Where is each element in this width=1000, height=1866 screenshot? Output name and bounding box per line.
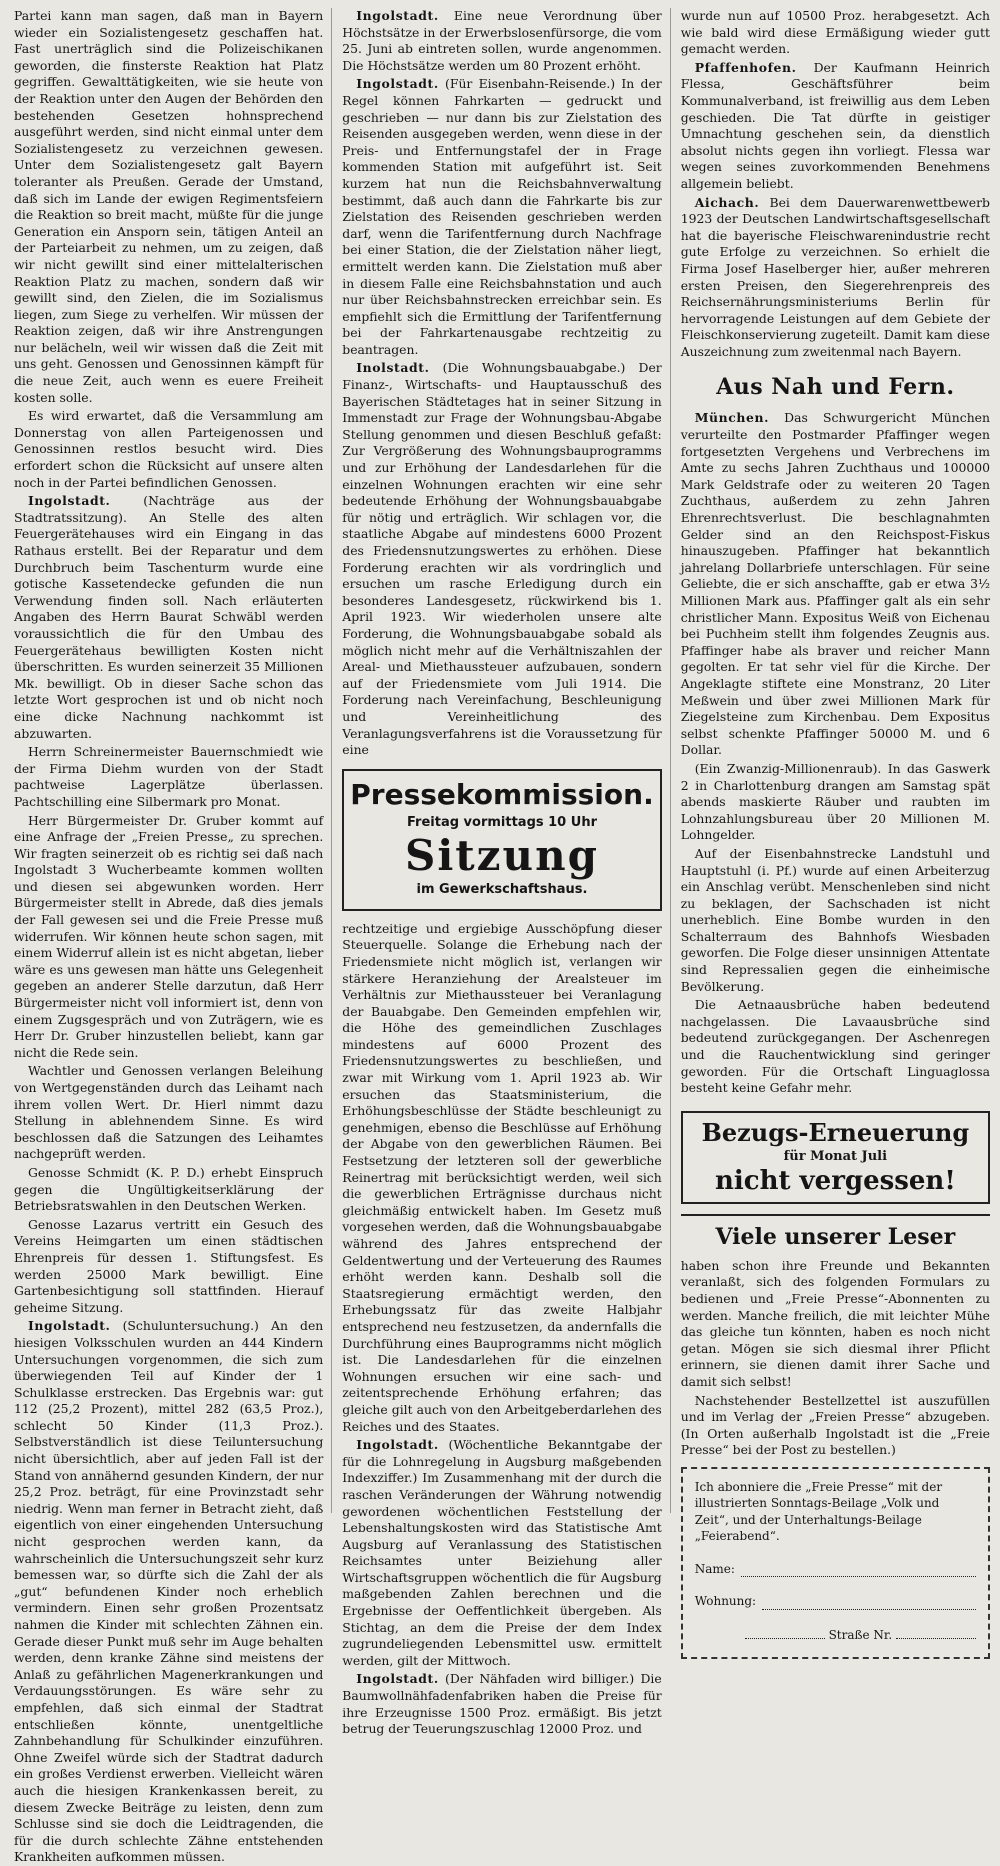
section-heading: Aus Nah und Fern. [716, 374, 955, 401]
columns [14, 8, 990, 1865]
subscription-reminder-box [681, 1111, 990, 1204]
section-heading: Viele unserer Leser [681, 1214, 990, 1250]
article-eisenbahn [342, 76, 661, 358]
article-text: (Der Nähfaden wird billiger.) Die Baumwollnähfadenfabriken haben die Preise für ihre Erzeugnisse 1500 Proz. ermäßigt. Bis jetzt betrug der Teuerungszuschlag 12000 Proz. und [342, 1671, 662, 1737]
article-text: (Nachträge aus der Stadtratssitzung). An Stelle des alten Feuergerätehauses wird ein Eingang in das Rathaus erstellt. Bei der Reparatur und dem Durchbruch beim Taschenturm wurde eine gotische Kassetendecke gefunden die nun Verwendung finden soll. Nach erläuterten Angaben des Herrn Baurat Schwäbl werden voraussichtlich die für den Umbau des Feuergerätehaus bewilligten Kosten nicht überschritten. Es wurden seinerzeit 35 Millionen Mk. bewilligt. Ob in dieser Sache schon das letzte Wort gesprochen ist und ob nicht noch eine dicke Nachnung nachkommt ist abzuwarten. [14, 493, 324, 741]
article-paragraph: Auf der Eisenbahnstrecke Landstuhl und Hauptstuhl (i. Pf.) wurde auf einen Arbeiterzug ein Anschlag verübt. Menschenleben sind nicht zu beklagen, der Sachschaden ist nicht unerheblich. Eine Bombe wurden in den Schalterraum des Bahnhofs Wiesbaden geworfen. Die Folge dieser unsinnigen Attentate sind Repressalien gegen die einheimische Bevölkerung. [680, 845, 990, 994]
article-text: (Für Eisenbahn-Reisende.) In der Regel können Fahrkarten — gedruckt und geschrieben — nur dann bis zur Zielstation des Reisenden ausgegeben werden, wenn diese in der Preis- und Entfernungstafel der in Frage kommenden Station mit aufgeführt ist. Seit kurzem hat nun die Reichsbahnverwaltung bestimmt, daß auch dann die Fahrkarte bis zur Zielstation des Reisenden geschrieben werden darf, wenn die Tarifentfernung durch Nachfrage bei einer Station, die der Zielstation näher liegt, ermittelt werden kann. Die Zielstation muß aber in diesem Falle eine Reichsbahnstation und auch nur über Reichsbahnstrecken erreichbar sein. Es empfiehlt sich die Ermittlung der Tarifentfernung bei der Fahrkartenausgabe rechtzeitig zu beantragen. [342, 76, 662, 357]
order-form [681, 1467, 990, 1660]
announcement-place: im Gewerkschaftshaus. [416, 881, 588, 897]
article-paragraph: Nachstehender Bestellzettel ist auszufüllen und im Verlag der „Freien Presse“ abzugeben. (In Orten außerhalb Ingolstadt ist die „Freie Presse“ bei der Post zu bestellen.) [680, 1392, 990, 1458]
subscription-month: für Monat Juli [783, 1148, 888, 1164]
announcement-pressekommission [342, 769, 661, 911]
form-street-row [695, 1626, 976, 1644]
article-paragraph: Partei kann man sagen, daß man in Bayern wieder ein Sozialistengesetz geschaffen hat. Fast unerträglich sind die Polizeischikanen geworden, die finsterste Reaktion hat Platz gegriffen. Gewalttätigkeiten, wie sie heute von der Reaktion unter den Augen der Behörden den bestehenden Gesetzen hohnsprechend ausgeführt werden, sind nicht einmal unter dem Sozialistengesetz zu verzeichnen gewesen. Unter dem Sozialistengesetz galt Bayern toleranter als Preußen. Gerade der Umstand, daß sich im Lande der ewigen Regimentsfeiern die Reaktion so breit macht, müßte für die junge Generation ein Ansporn sein, tätigen Anteil an der Parteiarbeit zu nehmen, um zu zeigen, daß wir nicht gewillt sind einer mittelalterischen Reaktion Platz zu machen, sondern daß wir gewillt sind, den Zielen, die im Sozialismus liegen, zum Siege zu verhelfen. Wir müssen der Reaktion zeigen, daß wir ihre Anstrengungen nur belächeln, weil wir wissen daß die Zeit mit uns geht. Genossen und Genossinnen kämpft für die neue Zeit, auch wenn es euere Freiheit kosten solle. [14, 8, 324, 405]
dateline: Inolstadt. [356, 360, 430, 376]
article-paragraph: Genosse Lazarus vertritt ein Gesuch des Vereins Heimgarten um einen städtischen Ehrenpreis für dessen 1. Stiftungsfest. Es werden 25000 Mark bewilligt. Eine Gartenbesichtigung soll stattfinden. Hierauf geheime Sitzung. [14, 1216, 324, 1315]
article-text: Bei dem Dauerwarenwettbewerb 1923 der Deutschen Landwirtschaftsgesellschaft hat die bayerische Fleischwarenindustrie recht gute Erfolge zu verzeichnen. So erhielt die Firma Josef Haselberger hier, außer mehreren ersten Preisen, den Siegerehrenpreis des Reichsernährungsministeriums Berlin für hervorragende Leistungen auf dem Gebiete der Fleischkonservierung zugeteilt. Damit kam diese Auszeichnung zum zweitenmal nach Bayern. [680, 194, 990, 359]
form-address-field[interactable] [762, 1597, 976, 1610]
article-paragraph: Es wird erwartet, daß die Versammlung am Donnerstag von allen Parteigenossen und Genossinnen restlos besucht wird. Dies erfordert schon die Rücksicht auf unsere alten noch in der Partei befindlichen Genossen. [14, 408, 324, 490]
order-form-text: Ich abonniere die „Freie Presse“ mit der illustrierten Sonntags-Beilage „Volk und Zeit“, und der Unterhaltungs-Beilage „Feierabend“. [694, 1479, 943, 1544]
dateline: Aichach. [694, 194, 760, 210]
dateline: Ingolstadt. [28, 493, 111, 509]
form-street-label: Straße Nr. [828, 1627, 893, 1642]
article-paragraph: rechtzeitige und ergiebige Ausschöpfung dieser Steuerquelle. Solange die Erhebung nach der Friedensmiete nicht möglich ist, verlangen wir stärkere Heranziehung der Arealsteuer im Verhältnis zur Miethaussteuer bei Veranlagung der Bauabgabe. Den Gemeinden empfehlen wir, die Höhe des gemeindlichen Zuschlages mindestens auf 6000 Prozent des Friedensnutzungswertes zu beschließen, und zwar mit Wirkung vom 1. April 1923 ab. Wir ersuchen das Staatsministerium, die Erhöhungsbeschlüsse der Städte beschleunigt zu genehmigen, ebenso die Beschlüsse auf Erhöhung der Abgabe von den gewerblichen Räumen. Bei Festsetzung der letzteren soll der gewerbliche Reinertrag mit berücksichtigt werden, weil sich die gewerblichen Erträgnisse durchaus nicht gleichmäßig entwickelt haben. Im Gesetz muß vorgesehen werden, daß die Wohnungsbauabgabe während des Jahres entsprechend der Geldentwertung und der Verteuerung des Raumes erhöht werden kann. Deshalb soll die Staatsregierung ermächtigt werden, den Erhebungssatz für das zweite Halbjahr entsprechend neu festzusetzen, da andernfalls die Durchführung eines Bauprogramms nicht möglich ist. Die Landesdarlehen für die einzelnen Wohnungen ersuchen wir eine sach- und zeitentsprechende Erhöhung erfahren; das gleiche gilt auch von den Arbeitgeberdarlehen des Reiches und des Staates. [342, 920, 662, 1434]
article-indexziffer [342, 1437, 661, 1669]
form-street-field[interactable] [745, 1626, 825, 1639]
column-left [14, 8, 332, 1865]
article-naehfaden [342, 1671, 661, 1737]
dateline: Ingolstadt. [356, 1437, 439, 1453]
dateline: München. [694, 410, 770, 426]
form-address-label: Wohnung: [694, 1594, 757, 1609]
subscription-title: Bezugs-Erneuerung [701, 1117, 970, 1147]
article-text: Eine neue Verordnung über Höchstsätze in der Erwerbslosenfürsorge, die vom 25. Juni ab eintreten sollen, wurde angenommen. Die Höchstsätze werden um 80 Prozent erhöht. [342, 8, 662, 73]
article-paragraph: Genosse Schmidt (K. P. D.) erhebt Einspruch gegen die Ungültigkeitserklärung der Betriebsratswahlen in den Deutschen Werken. [14, 1164, 324, 1214]
article-wohnungsbauabgabe [342, 360, 661, 758]
article-paragraph: Die Aetnaausbrüche haben bedeutend nachgelassen. Die Lavaausbrüche sind bedeutend zurückgegangen. Der Aschenregen und die Rauchentwicklung sind geringer geworden. Für die Ortschaft Linguaglossa besteht keine Gefahr mehr. [680, 997, 990, 1096]
form-name-field[interactable] [741, 1564, 976, 1577]
article-text: (Schuluntersuchung.) An den hiesigen Volksschulen wurden an 444 Kindern Untersuchungen vorgenommen, die sich zum überwiegenden Teil auf Kinder der 1 Schulklasse erstrecken. Das Ergebnis war: gut 112 (25,2 Prozent), mittel 282 (63,5 Proz.), schlecht 50 Kinder (11,3 Proz.). Selbstverständlich ist diese Teiluntersuchung nicht übersichtlich, aber auf jeden Fall ist der Stand von annähernd gesunden Kindern, der nur 25,2 Proz. beträgt, für eine Provinzstadt sehr niedrig. Wenn man ferner in Betracht zieht, daß eigentlich von einer eingehenden Untersuchung nicht gesprochen werden kann, da wahrscheinlich die Untersuchungszeit sehr kurz bemessen war, so dürfte sich die Zahl der als „gut“ befundenen Kinder noch erheblich vermindern. Einen sehr großen Prozentsatz nahmen die Kinder mit schlechten Zähnen ein. Gerade dieser Punkt muß sehr im Auge behalten werden, denn kranke Zähne sind meistens der Anlaß zu gefährlichen Magenerkrankungen und Verdauungsstörungen. Es wäre sehr zu empfehlen, daß sich einmal der Stadtrat entschließen könnte, unentgeltliche Zahnbehandlung für Schulkinder einzuführen. Ohne Zweifel würde sich der Stadtrat dadurch ein großes Verdienst erwerben. Vielleicht wären auch die hiesigen Krankenkassen bereit, zu diesem Zwecke Beiträge zu leisten, denn zum Schlusse sind sie doch die Leidtragenden, die für die durch schlechte Zähne entstehenden Krankheiten aufkommen müssen. [14, 1318, 324, 1865]
article-paragraph: haben schon ihre Freunde und Bekannten veranlaßt, sich des folgenden Formulars zu bedienen und „Freie Presse“-Abonnenten zu werden. Manche freilich, die mit leichter Mühe das gleiche tun könnten, haben es noch nicht getan. Mögen sie sich diesmal ihrer Pflicht erinnern, sie dienen damit ihrer Sache und damit sich selbst! [680, 1257, 990, 1389]
dateline: Ingolstadt. [28, 1318, 111, 1334]
dateline: Ingolstadt. [356, 8, 439, 23]
column-middle [342, 8, 670, 1737]
dateline: Ingolstadt. [356, 1671, 439, 1687]
announcement-headline: Sitzung [405, 830, 599, 880]
announcement-title: Pressekommission. [350, 777, 654, 811]
article-ingolstadt-stadtrat [14, 493, 323, 742]
article-paragraph: wurde nun auf 10500 Proz. herabgesetzt. Ach wie bald wird diese Ermäßigung wieder gutt gemacht werden. [680, 8, 990, 57]
dateline: Ingolstadt. [356, 76, 439, 92]
form-name-label: Name: [694, 1561, 735, 1576]
article-erwerbslosen [342, 8, 661, 74]
article-text: Das Schwurgericht München verurteilte den Postmarder Pfaffinger wegen fortgesetzten Vergehens und Verbrechens im Amte zu sechs Jahren Zuchthaus und 100000 Mark Geldstrafe oder zu weiteren 20 Tagen Zuchthaus, außerdem zu zehn Jahren Ehrenrechtsverlust. Die beschlagnahmten Gelder sind an den Reichspost-Fiskus hinauszugeben. Pfaffinger hat bekanntlich jahrelang Dollarbriefe unterschlagen. Für seine Geliebte, die er sich anschaffte, gab er etwa 3½ Millionen Mark aus. Pfaffinger galt als ein sehr christlicher Mann. Expositus Weiß von Eichenau bei Puchheim stellt ihm folgendes Zeugnis aus. Pfaffinger habe als braver und reicher Mann gegolten. Er tat sehr viel für die Kirche. Der Angeklagte stiftete eine Monstranz, 20 Liter Meßwein und über zwei Millionen Mark für Ziegelsteine zum Kirchenbau. Dem Expositus selbst schenkte Pfaffinger 50000 M. und 6 Dollar. [680, 410, 990, 758]
article-paragraph: (Ein Zwanzig-Millionenraub). In das Gaswerk 2 in Charlottenburg drangen am Samstag spät abends maskierte Räuber und raubten im Lohnzahlungsbureau über 20 Millionen M. Lohngelder. [680, 760, 990, 843]
form-name-row [695, 1561, 976, 1578]
article-paragraph: Herrn Schreinermeister Bauernschmiedt wie der Firma Diehm wurden von der Stadt pachtweise Lagerplätze überlassen. Pachtschilling eine Silbermark pro Monat. [14, 744, 324, 809]
article-schuluntersuchung [14, 1318, 323, 1866]
article-paragraph: Wachtler und Genossen verlangen Beleihung von Wertgegenständen durch das Leihamt nach ihrem vollen Wert. Dr. Hierl nimmt dazu Stellung in ablehnendem Sinne. Es wird beschlossen daß die Satzungen des Leihamtes nachgeprüft werden. [14, 1063, 324, 1162]
article-aichach [681, 195, 990, 361]
article-pfaffenhofen [681, 60, 990, 193]
article-paragraph: Herr Bürgermeister Dr. Gruber kommt auf eine Anfrage der „Freien Presse„ zu sprechen. Wir fragten seinerzeit ob es richtig sei daß nach Ingolstadt 3 Wucherbeamte kommen wollten und diesen sei abgewunken worden. Herr Bürgermeister stellt in Abrede, daß dies jemals der Fall gewesen sei und die Freie Presse muß widerrufen. Wir können heute schon sagen, mit einem Widerruf allein ist es nicht abgetan, lieber wäre es uns gewesen man hätte uns Gelegenheit gegeben an anderer Stelle darzutun, daß Herr Bürgermeister nicht voll informiert ist, denn von einem Zugsgespräch und von Zuträgern, wie es Herr Dr. Gruber hinzustellen beliebt, kann gar nicht die Rede sein. [14, 812, 324, 1060]
form-address-row [695, 1593, 976, 1610]
subscription-reminder: nicht vergessen! [714, 1165, 956, 1196]
dateline: Pfaffenhofen. [694, 59, 797, 75]
article-muenchen [681, 410, 990, 758]
article-text: (Wöchentliche Bekanntgabe der für die Lohnregelung in Augsburg maßgebenden Indexziffer.) Im Zusammenhang mit der durch die raschen Veränderungen der Währung notwendig gewordenen wöchentlichen Feststellung der Lebenshaltungskosten wird das Statistische Amt Augsburg auf Veranlassung des Statistischen Reichsamtes unter Beiziehung aller Wirtschaftsgruppen wöchentlich die für Augsburg maßgebenden Zahlen berechnen und die Ergebnisse der Oeffentlichkeit übergeben. Als Stichtag, an dem die Preise der dem Index zugrundeliegenden Lebensmittel usw. ermittelt werden, gilt der Mittwoch. [342, 1437, 662, 1668]
form-number-field[interactable] [896, 1626, 976, 1639]
article-text: (Die Wohnungsbauabgabe.) Der Finanz-, Wirtschafts- und Hauptausschuß des Bayerischen Städtetages hat in seiner Sitzung in Immenstadt zur Frage der Wohnungsbau-Abgabe Stellung genommen und diesen Beschluß gefaßt: Zur Vergrößerung des Wohnungsbauprogramms und zur Erhöhung der Landesdarlehen für die einzelnen Wohnungen erachten wir eine sehr bedeutende Erhöhung der Wohnungsbauabgabe für nötig und erträglich. Wir schlagen vor, die staatliche Abgabe auf mindestens 6000 Prozent des Friedensnutzungswertes zu erhöhen. Diese Forderung erachten wir als vordringlich und ersuchen um rasche Erledigung durch ein besonderes Landesgesetz, rückwirkend bis 1. April 1923. Wir wiederholen unsere alte Forderung, die Wohnungsbauabgabe sobald als möglich nicht mehr auf die Verhältniszahlen der Areal- und Miethaussteuer aufzubauen, sondern auf der Friedensmiete vom Juli 1914. Die Forderung nach Vereinfachung, Beschleunigung und Vereinheitlichung des Veranlagungsverfahrens ist die Voraussetzung für eine [342, 360, 662, 758]
column-right [680, 8, 990, 1642]
article-text: Der Kaufmann Heinrich Flessa, Geschäftsführer beim Kommunalverband, ist freiwillig aus dem Leben geschieden. Die Tat dürfte in geistiger Umnachtung geschehen sein, da dienstlich absolut nichts gegen ihn vorliegt. Flessa war wegen seines zuvorkommenden Benehmens allgemein beliebt. [680, 59, 990, 191]
announcement-time: Freitag vormittags 10 Uhr [407, 814, 597, 830]
